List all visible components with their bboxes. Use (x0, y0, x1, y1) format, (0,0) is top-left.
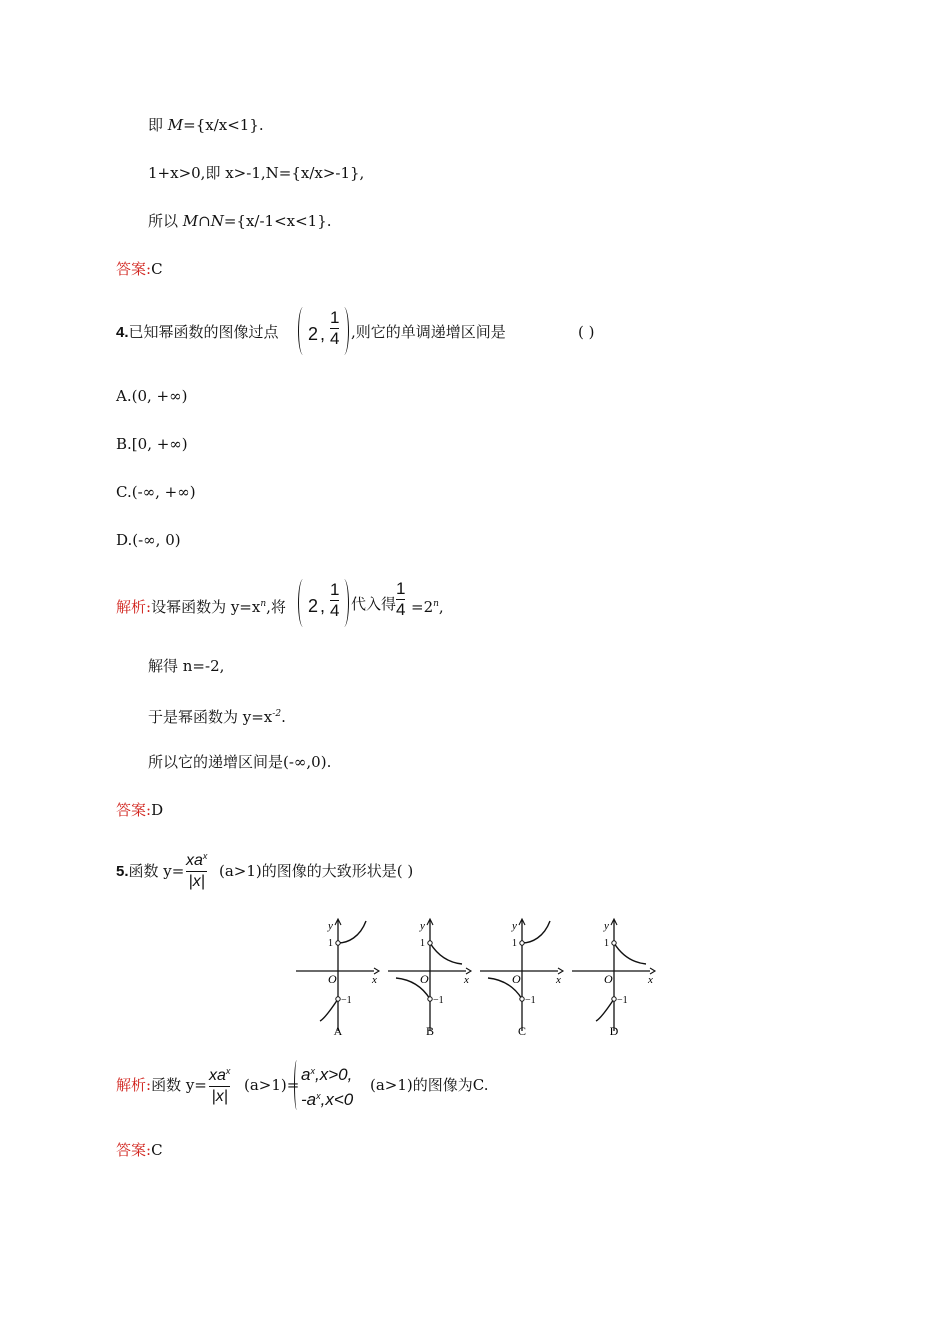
origin-label: O (420, 972, 429, 986)
q5-analysis-fraction: $\frac{xa^x}{|x|}$ (209, 1066, 231, 1105)
q4-solve-1: 解得 n=-2, (148, 657, 225, 675)
open-point-bottom (428, 997, 432, 1001)
q4-analysis-fraction: $\frac{1}{4}$ (396, 579, 406, 619)
tick-label-1: 1 (420, 938, 425, 949)
q4-option-a: A.(0, +∞) (116, 387, 188, 405)
curve-right (338, 921, 366, 943)
solution-line-2: 1+x>0,即 x>-1,N={x/x>-1}, (148, 164, 365, 182)
origin-label: O (328, 972, 337, 986)
q5-piecewise-case-1: $a^x,x>0$, (301, 1065, 353, 1084)
graph-c (480, 919, 563, 1038)
open-point-bottom (612, 997, 616, 1001)
curve-right (522, 921, 550, 943)
tick-label-1: 1 (328, 938, 333, 949)
q4-analysis: 解析:设幂函数为 $y=x^n$,将 (116, 598, 286, 616)
q5-graph-options (292, 915, 662, 1045)
open-point-bottom (336, 997, 340, 1001)
graph-d (572, 919, 655, 1038)
tick-label-neg1: −1 (341, 995, 352, 1006)
curve-right (614, 943, 646, 964)
q4-option-c: C.(-∞, +∞) (116, 483, 196, 501)
x-axis-label: x (556, 974, 561, 986)
q4-analysis-eq: $=2^n$, (411, 598, 444, 616)
graph-caption: C (517, 1024, 527, 1038)
question-5-stem: 5.函数 y= (116, 862, 185, 880)
origin-label: O (604, 972, 613, 986)
y-axis-label: y (604, 920, 609, 932)
graph-caption: B (425, 1024, 435, 1038)
x-axis-label: x (464, 974, 469, 986)
open-point-bottom (520, 997, 524, 1001)
tick-label-neg1: −1 (433, 995, 444, 1006)
graph-caption: D (609, 1024, 619, 1038)
question-4-blank: ( ) (578, 323, 595, 341)
curve-left (596, 999, 614, 1021)
q5-analysis-tail: (a>1)的图像为C. (370, 1076, 489, 1094)
question-4-stem-tail: ,则它的单调递增区间是 (351, 323, 506, 341)
q4-solve-2: 于是幂函数为 $y=x^{-2}$. (148, 708, 286, 726)
q4-point-paren-right (339, 307, 349, 355)
q4-analysis-paren-right (339, 579, 349, 627)
curve-right (430, 943, 462, 964)
solution-line-3: 所以 M∩N={x/-1<x<1}. (148, 212, 332, 230)
origin-label: O (512, 972, 521, 986)
answer-q3: 答案:C (116, 260, 163, 278)
open-point-top (520, 941, 524, 945)
q5-piecewise-case-2: $-a^x,x<0$ (301, 1090, 354, 1109)
answer-q5: 答案:C (116, 1141, 163, 1159)
open-point-top (612, 941, 616, 945)
q4-point-paren-left (298, 307, 308, 355)
answer-q4: 答案:D (116, 801, 164, 819)
question-4-stem: 4.已知幂函数的图像过点 (116, 323, 279, 341)
q4-solve-3: 所以它的递增区间是(-∞,0). (148, 753, 332, 771)
q4-analysis-tail: 代入得 (351, 595, 397, 613)
tick-label-1: 1 (604, 938, 609, 949)
q4-option-b: B.[0, +∞) (116, 435, 188, 453)
y-axis-label: y (512, 920, 517, 932)
q4-point-fraction: 1 4 (330, 308, 340, 348)
open-point-top (428, 941, 432, 945)
y-axis-label: y (420, 920, 425, 932)
q4-analysis-paren-left (298, 579, 308, 627)
tick-label-1: 1 (512, 938, 517, 949)
graph-b (388, 919, 471, 1038)
open-point-top (336, 941, 340, 945)
q5-analysis-mid: (a>1)= (244, 1076, 300, 1094)
graph-caption: A (333, 1024, 343, 1038)
question-5-stem-tail: (a>1)的图像的大致形状是( ) (219, 862, 414, 880)
q5-piecewise-brace (294, 1060, 301, 1110)
y-axis-label: y (328, 920, 333, 932)
curve-left (320, 999, 338, 1021)
solution-line-1: 即 M={x/x<1}. (148, 116, 264, 134)
q5-analysis: 解析:函数 y= (116, 1076, 207, 1094)
q4-option-d: D.(-∞, 0) (116, 531, 181, 549)
q5-fraction: $\frac{xa^x}{|x|}$ (186, 851, 208, 890)
x-axis-label: x (372, 974, 377, 986)
tick-label-neg1: −1 (525, 995, 536, 1006)
x-axis-label: x (648, 974, 653, 986)
graph-a (296, 919, 379, 1038)
tick-label-neg1: −1 (617, 995, 628, 1006)
